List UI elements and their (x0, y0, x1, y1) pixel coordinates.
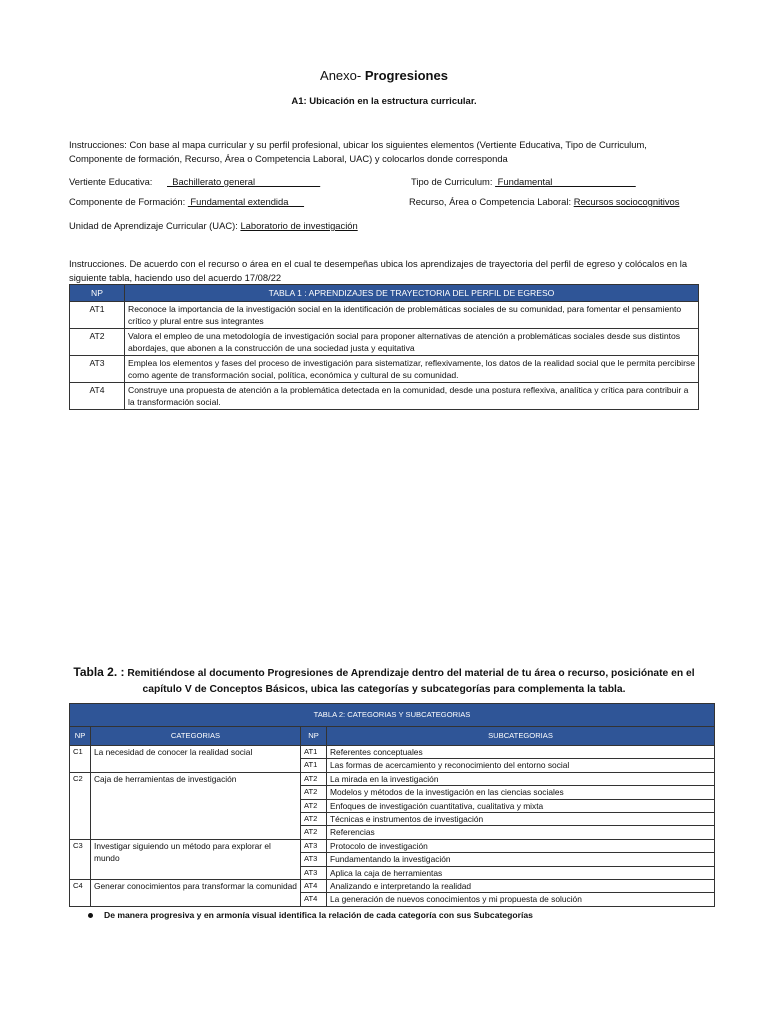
sub-np: AT2 (301, 786, 327, 799)
table-row (70, 356, 699, 383)
sub-np: AT4 (301, 893, 327, 906)
componente-label: Componente de Formación: (69, 196, 186, 207)
sub-np: AT1 (301, 746, 327, 759)
table-2-col-subcategorias: SUBCATEGORIAS (327, 727, 715, 746)
table-2-col-categorias: CATEGORIAS (91, 727, 301, 746)
table-2-header: TABLA 2: CATEGORIAS Y SUBCATEGORIAS (70, 704, 715, 727)
sub-text: Analizando e interpretando la realidad (327, 880, 715, 893)
sub-text: Técnicas e instrumentos de investigación (327, 813, 715, 826)
category-name: La necesidad de conocer la realidad social (91, 746, 301, 773)
sub-np: AT4 (301, 880, 327, 893)
uac-value: Laboratorio de investigación (240, 220, 358, 231)
bullet-icon (88, 913, 93, 918)
vertiente-field (69, 176, 320, 187)
tipo-value: Fundamental (495, 176, 636, 187)
table-row (70, 772, 715, 785)
sub-np: AT2 (301, 772, 327, 785)
category-name: Investigar siguiendo un método para explorar el mundo (91, 839, 301, 879)
sub-np: AT3 (301, 853, 327, 866)
instructions-2: Instrucciones. De acuerdo con el recurso o área en el cual te desempeñas ubica los aprendizajes de trayectoria del perfil de egreso y colócalos en la siguiente tabla, haciendo uso del acuerdo 17/08/22 (69, 258, 688, 283)
title-bold: Progresiones (364, 68, 448, 83)
componente-value: Fundamental extendida (187, 196, 305, 207)
sub-text: Aplica la caja de herramientas (327, 866, 715, 879)
table-1-np: AT2 (70, 329, 125, 356)
table-1-text: Valora el empleo de una metodología de investigación social para proponer alternativas de atención a problemáticas sociales desde sus distintos abordajes, que abonen a la construcción de una sociedad justa y equitativa (125, 329, 699, 356)
table-1-np: AT4 (70, 383, 125, 410)
table-1-col-np: NP (70, 285, 125, 302)
sub-text: Protocolo de investigación (327, 839, 715, 852)
table-2-title (72, 664, 696, 698)
vertiente-label: Vertiente Educativa: (69, 176, 153, 187)
table-2-title-lead: Tabla 2. : (73, 665, 125, 679)
componente-field (69, 196, 304, 207)
recurso-value: Recursos sociocognitivos (573, 196, 680, 207)
sub-np: AT1 (301, 759, 327, 772)
sub-np: AT2 (301, 826, 327, 839)
table-row (70, 746, 715, 759)
sub-np: AT2 (301, 813, 327, 826)
bullet-note (88, 910, 533, 920)
category-code: C1 (70, 746, 91, 773)
table-2-columns (70, 727, 715, 746)
category-code: C4 (70, 880, 91, 907)
table-1-text: Construye una propuesta de atención a la problemática detectada en la comunidad, desde una postura reflexiva, analítica y crítica para contribuir a la transformación social. (125, 383, 699, 410)
sub-text: Referentes conceptuales (327, 746, 715, 759)
table-2-col-np2: NP (301, 727, 327, 746)
sub-text: Modelos y métodos de la investigación en las ciencias sociales (327, 786, 715, 799)
title-prefix: Anexo- (320, 68, 362, 83)
tipo-label: Tipo de Curriculum: (411, 176, 493, 187)
category-name: Caja de herramientas de investigación (91, 772, 301, 839)
table-1-text: Emplea los elementos y fases del proceso de investigación para sistematizar, reflexivamente, los datos de la realidad social que le permita percibirse como agente de transformación social, política, económica y cultural de su comunidad. (125, 356, 699, 383)
sub-np: AT3 (301, 839, 327, 852)
page-subtitle: A1: Ubicación en la estructura curricular. (291, 96, 477, 107)
sub-text: La mirada en la investigación (327, 772, 715, 785)
table-1-col-title: TABLA 1 : APRENDIZAJES DE TRAYECTORIA DEL PERFIL DE EGRESO (125, 285, 699, 302)
recurso-field (409, 196, 679, 207)
table-row (70, 302, 699, 329)
recurso-label: Recurso, Área o Competencia Laboral: (409, 196, 572, 207)
sub-text: Enfoques de investigación cuantitativa, cualitativa y mixta (327, 799, 715, 812)
sub-np: AT2 (301, 799, 327, 812)
sub-text: Fundamentando la investigación (327, 853, 715, 866)
category-code: C3 (70, 839, 91, 879)
tipo-field (411, 176, 636, 187)
sub-text: Referencias (327, 826, 715, 839)
vertiente-value: Bachillerato general (167, 176, 321, 187)
table-1-np: AT3 (70, 356, 125, 383)
page-title (0, 68, 768, 83)
uac-label: Unidad de Aprendizaje Curricular (UAC): (69, 220, 238, 231)
table-1-header (70, 285, 699, 302)
table-2 (69, 703, 715, 907)
bullet-text: De manera progresiva y en armonía visual identifica la relación de cada categoría con sus Subcategorías (104, 910, 533, 920)
table-row (70, 839, 715, 852)
sub-np: AT3 (301, 866, 327, 879)
table-row (70, 880, 715, 893)
table-1-np: AT1 (70, 302, 125, 329)
sub-text: Las formas de acercamiento y reconocimiento del entorno social (327, 759, 715, 772)
table-2-col-np: NP (70, 727, 91, 746)
uac-field (69, 220, 358, 231)
category-name: Generar conocimientos para transformar la comunidad (91, 880, 301, 907)
instructions-1: Instrucciones: Con base al mapa curricular y su perfil profesional, ubicar los siguientes elementos (Vertiente Educativa, Tipo de Curriculum, Componente de formación, Recurso, Área o Competencia Laboral, UAC) y colocarlos donde corresponda (69, 139, 647, 164)
table-2-header-row (70, 704, 715, 727)
table-1 (69, 284, 699, 410)
table-2-title-text: Remitiéndose al documento Progresiones de Aprendizaje dentro del material de tu área o recurso, posiciónate en el capítulo V de Conceptos Básicos, ubica las categorías y subcategorías para complementa la tabla. (124, 668, 695, 695)
table-1-text: Reconoce la importancia de la investigación social en la identificación de problemáticas sociales de su comunidad, para fomentar el pensamiento crítico y plural entre sus integrantes (125, 302, 699, 329)
table-row (70, 329, 699, 356)
table-row (70, 383, 699, 410)
category-code: C2 (70, 772, 91, 839)
sub-text: La generación de nuevos conocimientos y mi propuesta de solución (327, 893, 715, 906)
